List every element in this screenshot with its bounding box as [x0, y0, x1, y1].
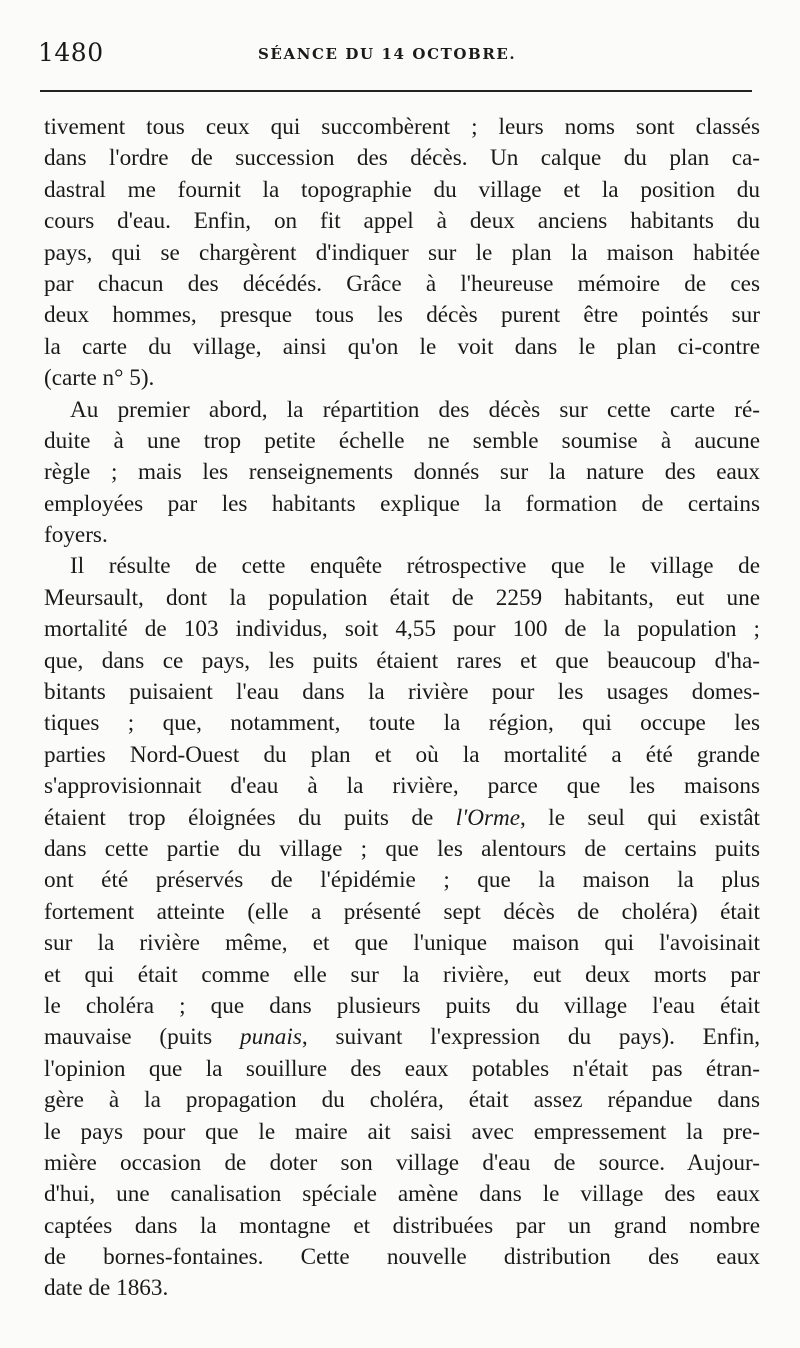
text-line: (carte n° 5).	[44, 365, 155, 392]
page-number: 1480	[38, 38, 104, 67]
text-fragment: étaient trop éloignées du puits de	[44, 804, 456, 831]
text-line: et qui était comme elle sur la rivière, eut deux morts par	[44, 961, 760, 988]
text-fragment: , le seul qui existât	[520, 804, 760, 831]
text-line: tiques ; que, notamment, toute la région, qui occupe les	[44, 710, 760, 737]
text-line: sur la rivière même, et que l'unique maison qui l'avoisinait	[44, 930, 760, 957]
text-line: duite à une trop petite échelle ne semble soumise à aucune	[44, 427, 760, 454]
text-line: que, dans ce pays, les puits étaient rares et que beaucoup d'ha-	[44, 647, 760, 674]
italic-place-name: l'Orme	[455, 804, 521, 831]
text-line: bitants puisaient l'eau dans la rivière pour les usages domes-	[44, 679, 760, 706]
text-line: tivement tous ceux qui succombèrent ; leurs noms sont classés	[44, 114, 760, 140]
paragraph-3	[44, 551, 760, 1304]
text-line: pays, qui se chargèrent d'indiquer sur le plan la maison habitée	[44, 239, 760, 266]
text-line: d'hui, une canalisation spéciale amène dans le village des eaux	[44, 1181, 760, 1208]
text-line: l'opinion que la souillure des eaux potables n'était pas étran-	[44, 1055, 760, 1082]
text-line: mortalité de 103 individus, soit 4,55 pour 100 de la population ;	[44, 616, 760, 643]
text-fragment: , suivant l'expression du pays). Enfin,	[301, 1024, 760, 1051]
text-line: employées par les habitants explique la formation de certains	[44, 490, 760, 517]
text-line: date de 1863.	[44, 1275, 169, 1302]
text-line: dastral me fournit la topographie du village et la position du	[44, 176, 760, 203]
running-head: SÉANCE DU 14 OCTOBRE.	[258, 45, 517, 63]
text-line: mière occasion de doter son village d'eau de source. Aujour-	[44, 1149, 760, 1176]
text-line: deux hommes, presque tous les décès purent être pointés sur	[44, 302, 760, 329]
italic-term: punais	[240, 1024, 302, 1051]
text-line: le choléra ; que dans plusieurs puits du village l'eau était	[44, 992, 760, 1019]
text-line: captées dans la montagne et distribuées par un grand nombre	[44, 1212, 760, 1239]
text-line: cours d'eau. Enfin, on fit appel à deux anciens habitants du	[44, 208, 760, 235]
text-fragment: mauvaise (puits	[44, 1024, 241, 1051]
text-line: de bornes-fontaines. Cette nouvelle distribution des eaux	[44, 1244, 760, 1271]
text-line-mixed	[44, 803, 760, 834]
text-line: dans cette partie du village ; que les alentours de certains puits	[44, 835, 760, 862]
text-line: foyers.	[44, 522, 108, 549]
header-rule	[40, 90, 752, 92]
text-line: parties Nord-Ouest du plan et où la mortalité a été grande	[44, 741, 760, 768]
text-line: Meursault, dont la population était de 2259 habitants, eut une	[44, 584, 760, 611]
page-header	[38, 38, 752, 72]
text-line: fortement atteinte (elle a présenté sept décès de choléra) était	[44, 898, 760, 925]
text-line: par chacun des décédés. Grâce à l'heureuse mémoire de ces	[44, 270, 760, 297]
text-line: Au premier abord, la répartition des décès sur cette carte ré-	[70, 396, 760, 423]
body-text	[44, 112, 760, 1305]
paragraph-2	[44, 395, 760, 552]
text-line: Il résulte de cette enquête rétrospective que le village de	[70, 553, 760, 580]
text-line: gère à la propagation du choléra, était assez répandue dans	[44, 1087, 760, 1114]
text-line: règle ; mais les renseignements donnés sur la nature des eaux	[44, 459, 760, 486]
text-line: le pays pour que le maire ait saisi avec empressement la pre-	[44, 1118, 760, 1145]
paragraph-1	[44, 112, 760, 395]
text-line: s'approvisionnait d'eau à la rivière, parce que les maisons	[44, 773, 760, 800]
text-line: dans l'ordre de succession des décès. Un calque du plan ca-	[44, 145, 760, 172]
text-line-mixed	[44, 1022, 760, 1053]
text-line: ont été préservés de l'épidémie ; que la maison la plus	[44, 867, 760, 894]
text-line: la carte du village, ainsi qu'on le voit dans le plan ci-contre	[44, 333, 760, 360]
